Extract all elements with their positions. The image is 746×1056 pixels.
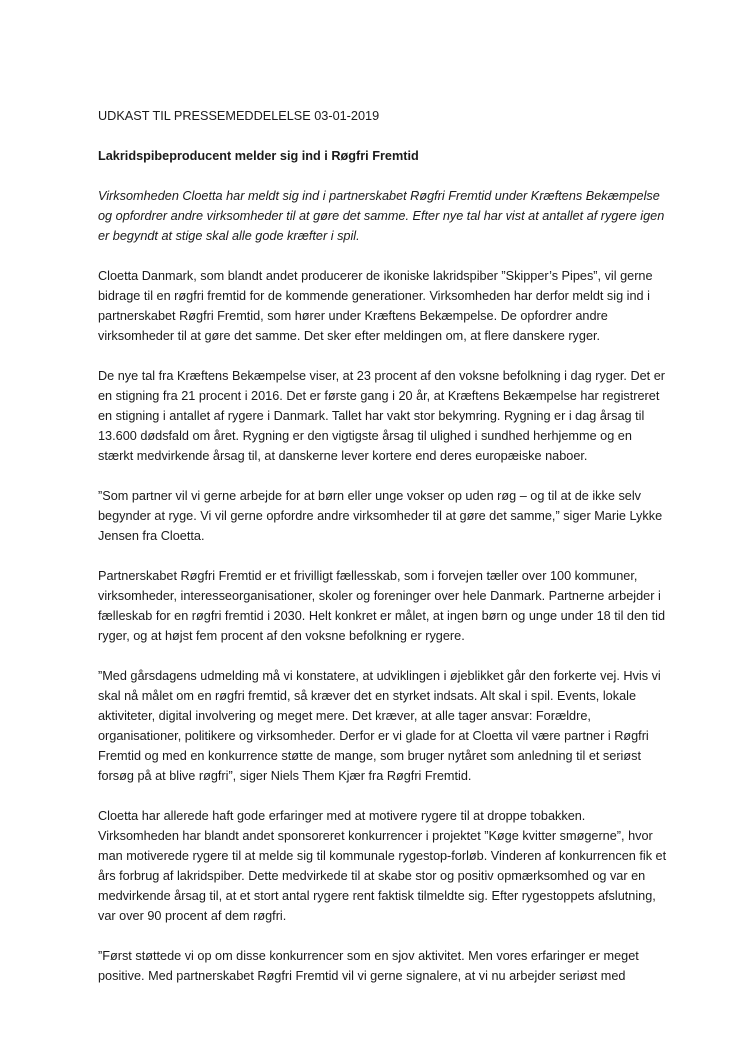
body-paragraph-4: Partnerskabet Røgfri Fremtid er et frivilligt fællesskab, som i forvejen tæller over 100 kommuner, virksomheder, interesseorganisationer, skoler og foreninger over hele Danmark. Partnerne arbejder i fælleskab for en røgfri fremtid i 2030. Helt konkret er målet, at ingen børn og unge under 18 til den tid ryger, og at højst fem procent af den voksne befolkning er rygere. bbox=[98, 569, 666, 643]
body-paragraph-6: Cloetta har allerede haft gode erfaringer med at motivere rygere til at droppe tobakken. Virksomheden har blandt andet sponsoreret konkurrencer i projektet ”Køge kvitter smøgerne”, hvor man motiverede rygere til at melde sig til kommunale rygestop-forløb. Vinderen af konkurrencen fik et års forbrug af lakridspiber. Dette medvirkede til at skabe stor og positiv opmærksomhed og var en medvirkende årsag til, at et stort antal rygere rent faktisk tilmeldte sig. Efter rygestoppets afslutning, var over 90 procent af dem røgfri. bbox=[98, 809, 667, 923]
press-release-header: UDKAST TIL PRESSEMEDDELELSE 03-01-2019 bbox=[98, 109, 380, 123]
body-paragraph-5: ”Med gårsdagens udmelding må vi konstatere, at udviklingen i øjeblikket går den forkerte vej. Hvis vi skal nå målet om en røgfri fremtid, så kræver det en styrket indsats. Alt skal i spil. Events, lokale aktiviteter, digital involvering og meget mere. Det kræver, at alle tager ansvar: Forældre, organisationer, politikere og virksomheder. Derfor er vi glade for at Cloetta vil være partner i Røgfri Fremtid og med en konkurrence støtte de mange, som bruger nytåret som anledning til et seriøst forsøg på at blive røgfri”, siger Niels Them Kjær fra Røgfri Fremtid. bbox=[98, 669, 661, 783]
body-paragraph-1: Cloetta Danmark, som blandt andet producerer de ikoniske lakridspiber ”Skipper’s Pipes”, vil gerne bidrage til en røgfri fremtid for de kommende generationer. Virksomheden har derfor meldt sig ind i partnerskabet Røgfri Fremtid, som hører under Kræftens Bekæmpelse. De opfordrer andre virksomheder til at gøre det samme. Det sker efter meldingen om, at flere danskere ryger. bbox=[98, 269, 653, 343]
lead-paragraph: Virksomheden Cloetta har meldt sig ind i partnerskabet Røgfri Fremtid under Kræftens Bekæmpelse og opfordrer andre virksomheder til at gøre det samme. Efter nye tal har vist at antallet af rygere igen er begyndt at stige skal alle gode kræfter i spil. bbox=[98, 189, 665, 243]
body-paragraph-7: ”Først støttede vi op om disse konkurrencer som en sjov aktivitet. Men vores erfaringer er meget positive. Med partnerskabet Røgfri Fremtid vil vi gerne signalere, at vi nu arbejder seriøst med bbox=[98, 949, 639, 983]
press-release-headline: Lakridspibeproducent melder sig ind i Røgfri Fremtid bbox=[98, 149, 419, 163]
body-paragraph-2: De nye tal fra Kræftens Bekæmpelse viser, at 23 procent af den voksne befolkning i dag ryger. Det er en stigning fra 21 procent i 2016. Det er første gang i 20 år, at Kræftens Bekæmpelse har registreret en stigning i antallet af rygere i Danmark. Tallet har vakt stor bekymring. Rygning er i dag årsag til 13.600 dødsfald om året. Rygning er den vigtigste årsag til ulighed i sundhed herhjemme og en stærkt medvirkende årsag til, at danskerne lever kortere end deres europæiske naboer. bbox=[98, 369, 666, 463]
document-body bbox=[98, 106, 668, 1006]
body-paragraph-3: ”Som partner vil vi gerne arbejde for at børn eller unge vokser op uden røg – og til at de ikke selv begynder at ryge. Vi vil gerne opfordre andre virksomheder til at gøre det samme,” siger Marie Lykke Jensen fra Cloetta. bbox=[98, 489, 663, 543]
